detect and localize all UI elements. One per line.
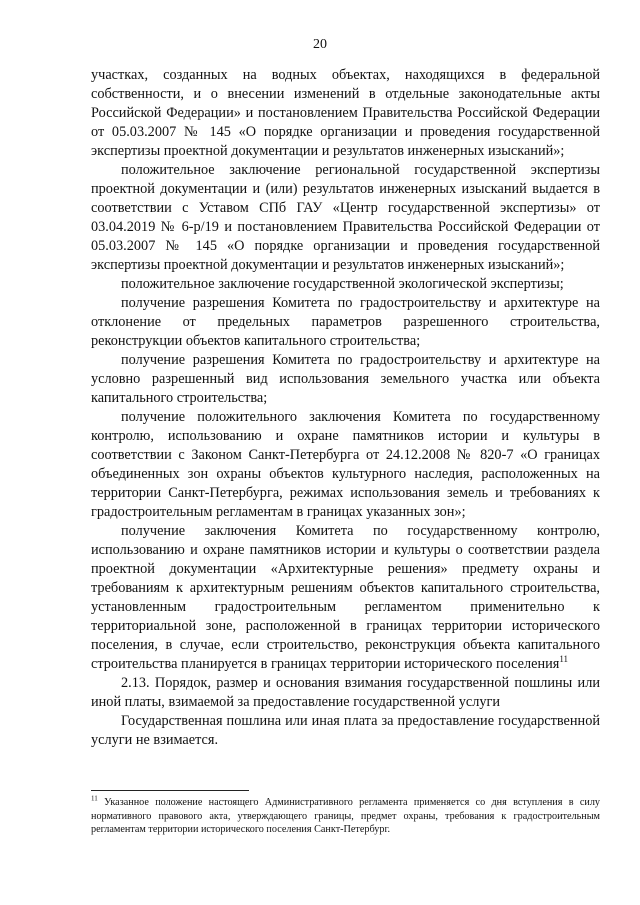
footnote: [91, 796, 600, 837]
section-heading: 2.13. Порядок, размер и основания взимания государственной пошлины или иной платы, взимаемой за предоставление государственной услуги: [91, 675, 600, 710]
paragraph-continuation: участках, созданных на водных объектах, находящихся в федеральной собственности, и о внесении изменений в отдельные законодательные акты Российской Федерации» и постановлением Правительства Российской Федерации от 05.03.2007 № 145 «О порядке организации и проведения государственной экспертизы проектной документации и результатов инженерных изысканий»;: [91, 67, 600, 159]
paragraph-deviation-permit: получение разрешения Комитета по градостроительству и архитектуре на отклонение от предельных параметров разрешенного строительства, реконструкции объектов капитального строительства;: [91, 295, 600, 349]
page-number: 20: [313, 37, 327, 52]
paragraph-architectural-text: получение заключения Комитета по государственному контролю, использованию и охране памятников истории и культуры о соответствии раздела проектной документации «Архитектурные решения» предмету охраны и требованиям к архитектурным решениям объектов капитального строительства, установленным градостроительным регламентом применительно к территориальной зоне, расположенной в границах территории исторического поселения, в случае, если строительство, реконструкция объекта капитального строительства планируется в границах территории исторического поселения: [91, 523, 600, 672]
paragraph-regional-expertise: положительное заключение региональной государственной экспертизы проектной документации и (или) результатов инженерных изысканий выдается в соответствии с Уставом СПб ГАУ «Центр государственной экспертизы» от 03.04.2019 № 6-р/19 и постановлением Правительства Российской Федерации от 05.03.2007 № 145 «О порядке организации и проведения государственной экспертизы проектной документации и результатов инженерных изысканий»;: [91, 162, 600, 273]
document-body: [91, 66, 600, 750]
footnote-reference[interactable]: 11: [559, 654, 569, 665]
footnote-divider: [91, 790, 249, 791]
paragraph-conditional-use-permit: получение разрешения Комитета по градостроительству и архитектуре на условно разрешенный вид использования земельного участка или объекта капитального строительства;: [91, 352, 600, 406]
footnote-text: Указанное положение настоящего Административного регламента применяется со дня вступления в силу нормативного правового акта, утверждающего границы, предмет охраны, требования к градостроительным регламентам территории исторического поселения Санкт-Петербург.: [91, 797, 601, 835]
footnote-marker: 11: [91, 794, 98, 803]
paragraph-heritage-conclusion: получение положительного заключения Комитета по государственному контролю, использованию и охране памятников истории и культуры в соответствии с Законом Санкт-Петербурга от 24.12.2008 № 820-7 «О границах объединенных зон охраны объектов культурного наследия, расположенных на территории Санкт-Петербурга, режимах использования земель и требованиях к градостроительным регламентам в границах указанных зон»;: [91, 409, 600, 520]
paragraph-architectural-conclusion: [91, 522, 600, 674]
section-body: Государственная пошлина или иная плата за предоставление государственной услуги не взимается.: [91, 713, 600, 748]
paragraph-ecological-expertise: положительное заключение государственной экологической экспертизы;: [121, 276, 564, 292]
